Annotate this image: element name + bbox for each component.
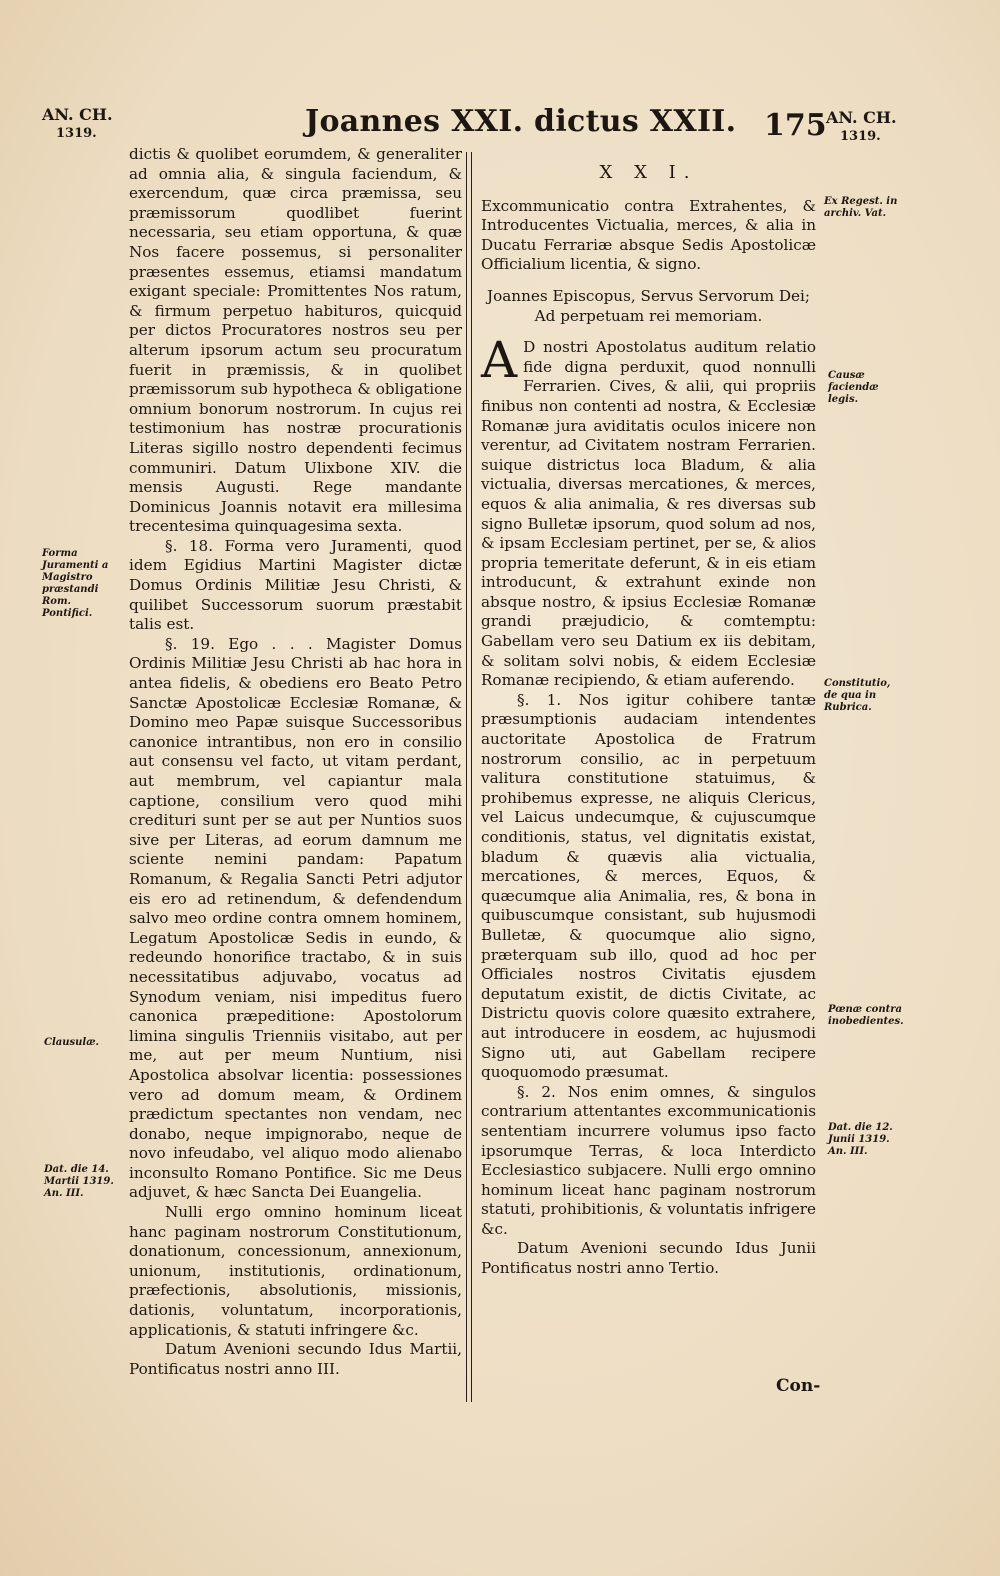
paragraph-intro: AD nostri Apostolatus auditum relatio fide digna perduxit, quod nonnulli Ferrarien. Cives, & alii, qui propriis finibus non contenti ad nostra, & Ecclesiæ Romanæ jura aviditatis oculos inicere non verentur, ad Civitatem nostram Ferrarien. suique districtus loca Bladum, & alia victualia, diversas mercationes, & merces, equos & alia animalia, & res diversas sub signo Bulletæ ipsorum, quod solum ad nos, & ipsam Ecclesiam pertinet, per se, & alios propria temeritate deferunt, & in eis etiam introducunt, & extrahunt exinde non absque nostro, & ipsius Ecclesiæ Romanæ grandi præjudicio, & comtemptu: Gabellam vero seu Datium ex iis debitam, & solitam solvi nobis, & eidem Ecclesiæ Romanæ recipiendo, & etiam auferendo. <box>481 331 816 690</box>
margin-note-dat-left: Dat. die 14. Martii 1319. An. III. <box>44 1164 114 1199</box>
margin-note-dat-right: Dat. die 12. Junii 1319. An. III. <box>828 1122 893 1157</box>
margin-note-ex-regest: Ex Regest. in archiv. Vat. <box>824 196 898 219</box>
left-column <box>129 145 462 1379</box>
catchword: Con- <box>776 1376 821 1396</box>
year-value-right: 1319. <box>840 129 881 144</box>
paragraph-datum-left: Datum Avenioni secundo Idus Martii, Pontificatus nostri anno III. <box>129 1340 462 1378</box>
right-column <box>481 163 816 1279</box>
paragraph-nulli: Nulli ergo omnino hominum liceat hanc paginam nostrorum Constitutionum, donationum, concessionum, annexionum, unionum, institutionis, ordinationum, præfectionis, absolutionis, missionis, dationis, voluntatum, incorporationis, applicationis, & statuti infringere &c. <box>129 1203 462 1339</box>
paragraph-18: §. 18. Forma vero Juramenti, quod idem Egidius Martini Magister dictæ Domus Ordinis Militiæ Jesu Christi, & quilibet Successorum suorum præstabit talis est. <box>129 536 462 634</box>
section-number: X X I. <box>599 162 698 183</box>
margin-note-causae: Causæ faciendæ legis. <box>828 370 879 405</box>
running-head-left <box>42 105 113 143</box>
column-divider <box>466 152 472 1402</box>
year-value-left: 1319. <box>56 126 97 141</box>
running-title: Joannes XXI. dictus XXII. <box>305 104 737 139</box>
paragraph-19: §. 19. Ego . . . Magister Domus Ordinis Militiæ Jesu Christi ab hac hora in antea fidelis, & obediens ero Beato Petro Sanctæ Apostolicæ Ecclesiæ Romanæ, & Domino meo Papæ suisque Successoribus canonice intrantibus, non ero in consilio aut consensu vel facto, ut vitam perdant, aut membrum, vel capiantur mala captione, consilium vero quod mihi credituri sunt per se aut per Nuntios suos sive per Literas, ad eorum damnum me sciente nemini pandam: Papatum Romanum, & Regalia Sancti Petri adjutor eis ero ad retinendum, & defendendum salvo meo ordine contra omnem hominem, Legatum Apostolicæ Sedis in eundo, & redeundo honorifice tractabo, & in suis necessitatibus adjuvabo, vocatus ad Synodum veniam, nisi impeditus fuero canonica præpeditione: Apostolorum limina singulis Trienniis visitabo, aut per me, aut per meum Nuntium, nisi Apostolica absolvar licentia: possessiones vero ad domum meam, & Ordinem prædictum spectantes non vendam, nec donabo, neque impignorabo, neque de novo infeudabo, vel aliquo modo alienabo inconsulto Romano Pontifice. Sic me Deus adjuvet, & hæc Sancta Dei Euangelia. <box>129 634 462 1202</box>
paragraph-1: §. 1. Nos igitur cohibere tantæ præsumptionis audaciam intendentes auctoritate Apostolica de Fratrum nostrorum consilio, ac in perpetuum valitura constitutione statuimus, & prohibemus expresse, ne aliquis Clericus, vel Laicus undecumque, & cujuscumque conditionis, status, vel dignitatis existat, bladum & quævis alia victualia, mercationes, & merces, Equos, & quæcumque alia Animalia, res, & bona in quibuscumque consistant, sub hujusmodi Bulletæ, & quocumque alio signo, præterquam sub illo, quod ad hoc per Officiales nostros Civitatis ejusdem deputatum existit, de dictis Civitate, ac Districtu quovis colore quæsito extrahere, aut introducere in eosdem, ac hujusmodi Signo uti, aut Gabellam recipere quoquomodo præsumat. <box>481 690 816 1082</box>
salutation: Joannes Episcopus, Servus Servorum Dei; Ad perpetuam rei memoriam. <box>487 286 810 325</box>
year-label-right: AN. CH. <box>826 108 897 127</box>
margin-note-forma: Forma Juramenti a Magistro præstandi Rom. Pontifici. <box>42 548 109 619</box>
paragraph-2: §. 2. Nos enim omnes, & singulos contrarium attentantes excommunicationis sententiam incurrere volumus ipso facto ipsorumque Terras, & loca Interdicto Ecclesiastico subjacere. Nulli ergo omnino hominum liceat hanc paginam nostrorum statuti, prohibitionis, & voluntatis infrigere &c. <box>481 1082 816 1238</box>
year-label-left: AN. CH. <box>42 105 113 124</box>
page-number: 175 <box>764 108 827 143</box>
paragraph-datum-right: Datum Avenioni secundo Idus Junii Pontificatus nostri anno Tertio. <box>481 1239 816 1278</box>
margin-note-poenae: Pœnæ contra inobedientes. <box>828 1004 904 1027</box>
paragraph-continuation: dictis & quolibet eorumdem, & generaliter ad omnia alia, & singula faciendum, & exercendum, quæ circa præmissa, seu præmissorum quodlibet fuerint necessaria, seu etiam opportuna, & quæ Nos facere possemus, si personaliter præsentes essemus, etiamsi mandatum exigant speciale: Promittentes Nos ratum, & firmum perpetuo habituros, quicquid per dictos Procuratores nostros seu per alterum ipsorum actum seu procuratum fuerit in præmissis, & in quolibet præmissorum sub hypotheca & obligatione omnium bonorum nostrorum. In cujus rei testimonium has nostræ procurationis Literas sigillo nostro dependenti fecimus communiri. Datum Ulixbone XIV. die mensis Augusti. Rege mandante Dominicus Joannis notavit era millesima trecentesima quinquagesima sexta. <box>129 145 462 536</box>
margin-note-clausulae: Clausulæ. <box>44 1037 100 1048</box>
running-head-right <box>826 108 897 146</box>
margin-note-constitutio: Constitutio, de qua in Rubrica. <box>824 678 891 713</box>
document-heading: Excommunicatio contra Extrahentes, & Introducentes Victualia, merces, & alia in Ducatu Ferrariæ absque Sedis Apostolicæ Officialium licentia, & signo. <box>481 196 816 274</box>
